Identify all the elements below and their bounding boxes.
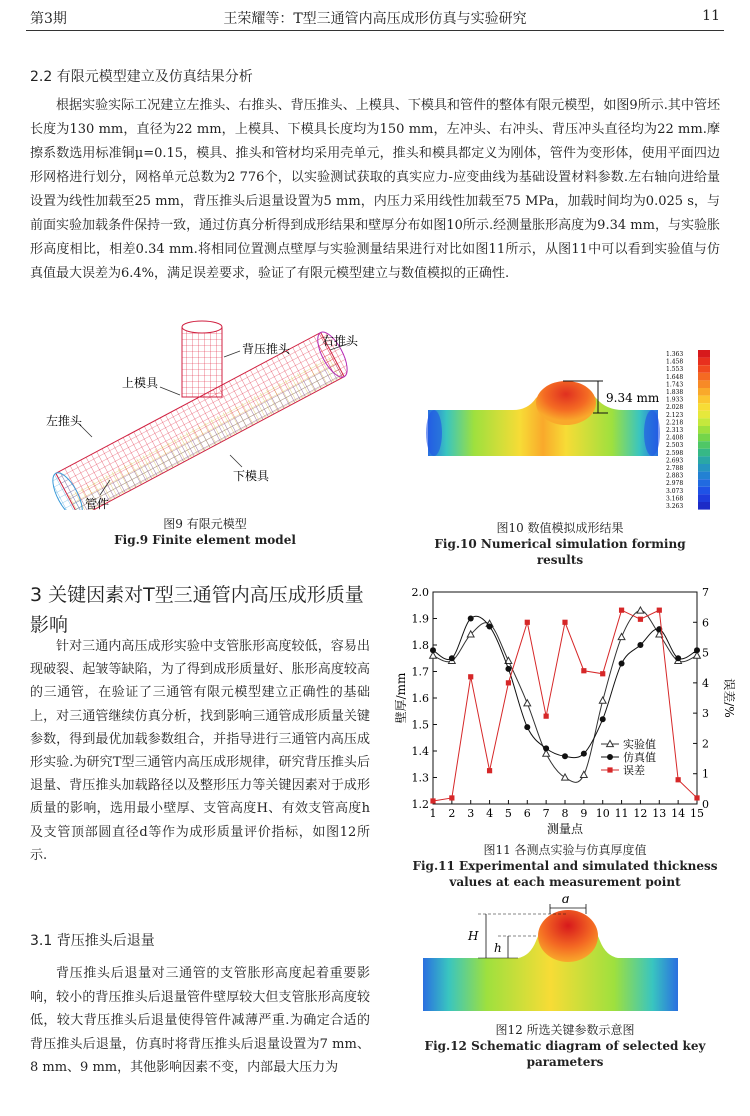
x-tick-label: 12 (633, 807, 648, 820)
legend-swatch (698, 479, 710, 487)
legend-label: 1.648 (666, 373, 684, 381)
data-point (581, 668, 586, 673)
legend-swatch (698, 441, 710, 449)
y-axis-label: 壁厚/mm (395, 672, 408, 724)
y-tick-label: 1.8 (411, 639, 429, 652)
data-point (506, 680, 511, 685)
x-tick-label: 3 (467, 807, 475, 820)
data-point (487, 768, 492, 773)
series-line (433, 610, 697, 801)
legend-swatch (698, 418, 710, 426)
legend-label: 1.743 (666, 381, 684, 389)
figure-12-caption (405, 1022, 725, 1070)
section-3-1-paragraph: 背压推头后退量对三通管的支管胀形高度起着重要影响，较小的背压推头后退量管件壁厚较大但支管胀形高度较低，较大背压推头后退量使得管件减薄严重.为确定合适的背压推头后退量，仿真时将背压推头后退量设置为7 mm、8 mm、9 mm，其他影响因素不变，内部最大压力为 (30, 966, 370, 1075)
legend-label: 1.553 (666, 366, 684, 374)
contour-color-legend (666, 350, 710, 510)
x-tick-label: 8 (561, 807, 569, 820)
data-point (505, 666, 511, 672)
legend-swatch (698, 494, 710, 502)
fe-model-drawing (30, 315, 375, 510)
data-point (580, 771, 587, 777)
data-point (487, 623, 493, 629)
legend-label: 1.933 (666, 396, 684, 404)
y-tick-label: 1.4 (411, 745, 429, 758)
data-point (525, 620, 530, 625)
figure-9-finite-element-model (30, 315, 375, 510)
data-point (430, 798, 435, 803)
data-point (600, 716, 606, 722)
legend-label: 2.883 (666, 472, 684, 480)
data-point (562, 620, 567, 625)
legend-label: 2.598 (666, 449, 684, 457)
data-point (449, 795, 454, 800)
figure-12-key-parameters (418, 896, 718, 1016)
figure-9-caption (80, 516, 330, 548)
x-tick-label: 11 (614, 807, 629, 820)
x-tick-label: 7 (542, 807, 550, 820)
y2-tick-label: 2 (702, 737, 709, 751)
legend-label: 1.838 (666, 389, 684, 396)
legend-swatch (698, 434, 710, 442)
figure-11-caption (400, 842, 730, 890)
data-point (449, 655, 455, 661)
data-point (562, 774, 569, 780)
legend-swatch (698, 350, 710, 358)
figure-11-caption-en: Fig.11 Experimental and simulated thickness values at each measurement point (412, 859, 718, 889)
legend-label: 2.503 (666, 442, 684, 450)
data-point (468, 616, 474, 622)
data-point (637, 607, 644, 613)
data-point (543, 745, 549, 751)
legend-label: 3.073 (666, 487, 684, 495)
data-point (676, 777, 681, 782)
x-tick-label: 6 (523, 807, 531, 820)
figure-11-caption-cn: 图11 各测点实验与仿真厚度值 (483, 843, 647, 857)
section-3-1-title: 3.1 背压推头后退量 (30, 933, 155, 949)
legend-swatch (698, 380, 710, 388)
legend-swatch (698, 456, 710, 464)
figure-10-simulation-result (418, 338, 718, 523)
data-point (619, 608, 624, 613)
legend-swatch (698, 388, 710, 396)
data-point (618, 633, 625, 639)
y2-tick-label: 1 (702, 767, 709, 781)
data-point (607, 767, 612, 772)
legend-label: 2.123 (666, 411, 684, 419)
legend-label: 2.028 (666, 404, 684, 412)
y2-tick-label: 7 (702, 586, 709, 599)
x-tick-label: 10 (595, 807, 610, 820)
data-point (638, 617, 643, 622)
legend-label: 实验值 (623, 738, 656, 751)
legend-label: 3.263 (666, 503, 684, 510)
section-2-2-paragraph: 根据实验实际工况建立左推头、右推头、背压推头、上模具、下模具和管件的整体有限元模型，如图9所示.其中管坯长度为130 mm，直径为22 mm，上模具、下模具长度均为150 mm，左冲头、右冲头、背压冲头直径均为22 mm.摩擦系数选用标准铜μ=0.15，模具、推头和管材均采用壳单元，推头和模具都定义为刚体，管件为变形体，使用平面四边形网格进行划分，网格单元总数为2 776个，以实验测试获取的真实应力-应变曲线为基础设置材料参数.左右轴向进给量设置为线性加载至25 mm，背压推头后退量设置为5 mm，内压力采用线性加载至75 MPa，加载时间均为0.025 s，与前面实验加载条件保持一致，通过仿真分析得到成形结果和壁厚分布如图10所示.经测量胀形高度为9.34 mm，与实验胀形高度相比，相差0.34 mm.将相同位置测点壁厚与实验测量结果进行对比如图11所示，从图11中可以看到实验值与仿真值最大误差为6.4%，满足误差要求，验证了有限元模型建立与数值模拟的正确性. (30, 98, 720, 281)
legend-label: 2.313 (666, 427, 684, 434)
legend-swatch (698, 449, 710, 457)
header-page-number: 11 (702, 8, 720, 24)
legend-swatch (698, 358, 710, 366)
bulge-height-annotation: 9.34 mm (606, 391, 660, 405)
legend-label: 2.408 (666, 434, 684, 442)
thickness-chart-svg (395, 582, 735, 840)
section-3-paragraph: 针对三通内高压成形实验中支管胀形高度较低，容易出现破裂、起皱等缺陷，为了得到成形质量好、胀形高度较高的三通管，在验证了三通管有限元模型建立正确性的基础上，对三通管继续仿真分析，找到影响三通管成形质量关键参数，得到最优加载参数组合，并指导进行三通管内高压成形实验.为研究T型三通管内高压成形规律，研究背压推头后退量、背压推头加载路径以及整形压力等关键因素对于成形质量的影响，选用最小壁厚、支管高度H、有效支管高度h及支管顶部圆直径d等作为成形质量评价指标，如图12所示. (30, 639, 370, 863)
data-point (562, 753, 568, 759)
label-lower-die: 下模具 (233, 469, 270, 483)
y2-tick-label: 0 (702, 798, 709, 811)
figure-10-caption-en: Fig.10 Numerical simulation forming results (434, 537, 686, 567)
label-right-pusher: 右推头 (322, 334, 359, 348)
simulation-contour-drawing (418, 338, 718, 523)
y-tick-label: 1.6 (411, 692, 429, 705)
data-point (430, 647, 436, 653)
key-parameter-drawing (418, 896, 718, 1016)
x-tick-label: 2 (448, 807, 456, 820)
legend-swatch (698, 502, 710, 510)
data-point (694, 647, 700, 653)
x-tick-label: 9 (580, 807, 588, 820)
x-tick-label: 5 (504, 807, 512, 820)
data-point (468, 674, 473, 679)
y-tick-label: 1.3 (411, 771, 429, 785)
figure-10-caption-cn: 图10 数值模拟成形结果 (496, 521, 624, 535)
figure-12-caption-cn: 图12 所选关键参数示意图 (495, 1023, 635, 1037)
data-point (544, 714, 549, 719)
header-issue: 第3期 (30, 11, 67, 27)
x-tick-label: 14 (671, 807, 686, 820)
legend-swatch (698, 365, 710, 373)
legend-swatch (698, 396, 710, 404)
figure-10-caption (420, 520, 700, 568)
data-point (694, 795, 699, 800)
legend-swatch (698, 411, 710, 419)
label-back-pusher: 背压推头 (242, 342, 291, 356)
x-tick-label: 15 (690, 807, 704, 820)
y-tick-label: 1.5 (411, 718, 429, 732)
data-point (524, 724, 530, 730)
data-point (637, 642, 643, 648)
x-tick-label: 1 (429, 807, 437, 820)
figure-12-caption-en: Fig.12 Schematic diagram of selected key parameters (424, 1039, 706, 1069)
data-point (581, 751, 587, 757)
header-title: 王荣耀等：T型三通管内高压成形仿真与实验研究 (223, 11, 527, 27)
data-point (524, 700, 531, 706)
legend-label: 3.168 (666, 495, 684, 503)
chart-legend (601, 737, 656, 777)
legend-label: 1.363 (666, 351, 684, 358)
y2-tick-label: 5 (702, 646, 709, 660)
figure-9-caption-en: Fig.9 Finite element model (114, 533, 296, 547)
legend-label: 2.978 (666, 480, 684, 488)
y2-tick-label: 3 (702, 707, 709, 721)
x-axis-label: 测量点 (546, 822, 584, 836)
legend-label: 2.218 (666, 419, 684, 427)
legend-swatch (698, 487, 710, 495)
legend-label: 1.458 (666, 358, 684, 366)
figure-11-thickness-chart (395, 582, 735, 840)
data-point (607, 754, 613, 760)
label-h: h (494, 941, 502, 955)
data-point (599, 697, 606, 703)
y-tick-label: 1.7 (411, 665, 429, 679)
legend-label: 仿真值 (623, 751, 656, 764)
x-tick-label: 4 (486, 807, 494, 820)
legend-swatch (698, 426, 710, 434)
section-2-2-title: 2.2 有限元模型建立及仿真结果分析 (30, 69, 253, 85)
data-point (657, 608, 662, 613)
y2-tick-label: 4 (702, 676, 709, 690)
data-point (619, 661, 625, 667)
label-H: H (468, 929, 479, 943)
legend-label: 2.693 (666, 457, 684, 465)
y2-tick-label: 6 (702, 616, 709, 630)
y-tick-label: 2.0 (411, 586, 429, 599)
y2-axis-label: 误差/% (722, 678, 735, 718)
data-point (600, 671, 605, 676)
x-tick-label: 13 (652, 807, 667, 820)
label-tube: 管件 (85, 497, 110, 510)
section-3-title: 3 关键因素对T型三通管内高压成形质量影响 (30, 584, 364, 636)
legend-label: 2.788 (666, 465, 684, 472)
legend-swatch (698, 472, 710, 480)
y-tick-label: 1.9 (411, 612, 429, 626)
label-d: d (562, 896, 570, 906)
legend-swatch (698, 373, 710, 381)
label-upper-die: 上模具 (122, 376, 159, 390)
y-tick-label: 1.2 (411, 798, 429, 811)
running-header (26, 0, 724, 31)
legend-swatch (698, 464, 710, 472)
data-point (675, 655, 681, 661)
legend-label: 误差 (623, 764, 645, 777)
label-left-pusher: 左推头 (46, 414, 83, 428)
legend-swatch (698, 403, 710, 411)
figure-9-caption-cn: 图9 有限元模型 (163, 517, 247, 531)
